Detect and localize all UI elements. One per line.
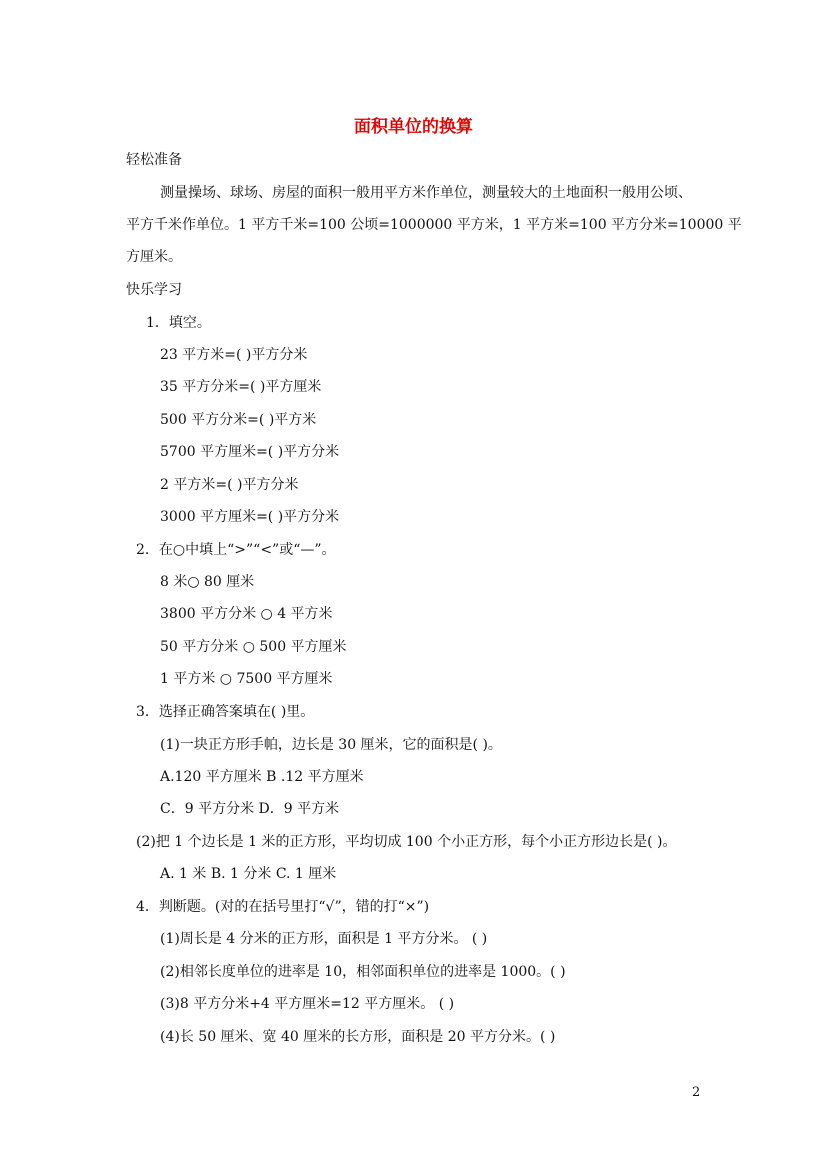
prep-paragraph-line-2: 平方千米作单位。1 平方千米=100 公顷=1000000 平方米，1 平方米=100 平方分米=10000 平 (126, 217, 742, 233)
question-2-item: 1 平方米 ○ 7500 平方厘米 (160, 671, 333, 687)
question-1-heading: 1．填空。 (146, 315, 211, 331)
question-4-item: (3)8 平方分米+4 平方厘米=12 平方厘米。 ( ) (160, 996, 455, 1012)
question-3-sub1-options: C．9 平方分米 D．9 平方米 (160, 801, 340, 817)
section-heading-learn: 快乐学习 (126, 282, 182, 298)
question-2-item: 3800 平方分米 ○ 4 平方米 (160, 606, 333, 622)
question-2-item: 50 平方分米 ○ 500 平方厘米 (160, 639, 347, 655)
section-heading-prep: 轻松准备 (126, 152, 182, 168)
question-3-sub2-options: A. 1 米 B. 1 分米 C. 1 厘米 (160, 866, 337, 882)
page-title: 面积单位的换算 (354, 117, 473, 137)
question-1-item: 3000 平方厘米=( )平方分米 (160, 509, 340, 525)
prep-paragraph-line-1: 测量操场、球场、房屋的面积一般用平方米作单位，测量较大的土地面积一般用公顷、 (160, 185, 692, 201)
page-number: 2 (692, 1085, 701, 1100)
question-2-heading: 2．在○中填上“>”“<”或“—”。 (136, 542, 336, 558)
question-3-sub2: (2)把 1 个边长是 1 米的正方形，平均切成 100 个小正方形，每个小正方形边长是( )。 (136, 834, 677, 850)
question-4-heading: 4．判断题。(对的在括号里打“√”，错的打“×”) (136, 899, 430, 915)
question-1-item: 500 平方分米=( )平方米 (160, 412, 317, 428)
question-3-heading: 3．选择正确答案填在( )里。 (136, 704, 315, 720)
question-3-sub1-options: A.120 平方厘米 B .12 平方厘米 (160, 769, 364, 785)
question-1-item: 2 平方米=( )平方分米 (160, 477, 299, 493)
question-1-item: 35 平方分米=( )平方厘米 (160, 379, 322, 395)
question-4-item: (2)相邻长度单位的进率是 10，相邻面积单位的进率是 1000。( ) (160, 964, 566, 980)
question-1-item: 5700 平方厘米=( )平方分米 (160, 444, 340, 460)
question-3-sub1: (1)一块正方形手帕，边长是 30 厘米，它的面积是( )。 (160, 737, 502, 753)
question-4-item: (4)长 50 厘米、宽 40 厘米的长方形，面积是 20 平方分米。( ) (160, 1029, 556, 1045)
question-4-item: (1)周长是 4 分米的正方形，面积是 1 平方分米。 ( ) (160, 931, 488, 947)
question-2-item: 8 米○ 80 厘米 (160, 574, 255, 590)
question-1-item: 23 平方米=( )平方分米 (160, 347, 308, 363)
prep-paragraph-line-3: 方厘米。 (126, 249, 182, 265)
